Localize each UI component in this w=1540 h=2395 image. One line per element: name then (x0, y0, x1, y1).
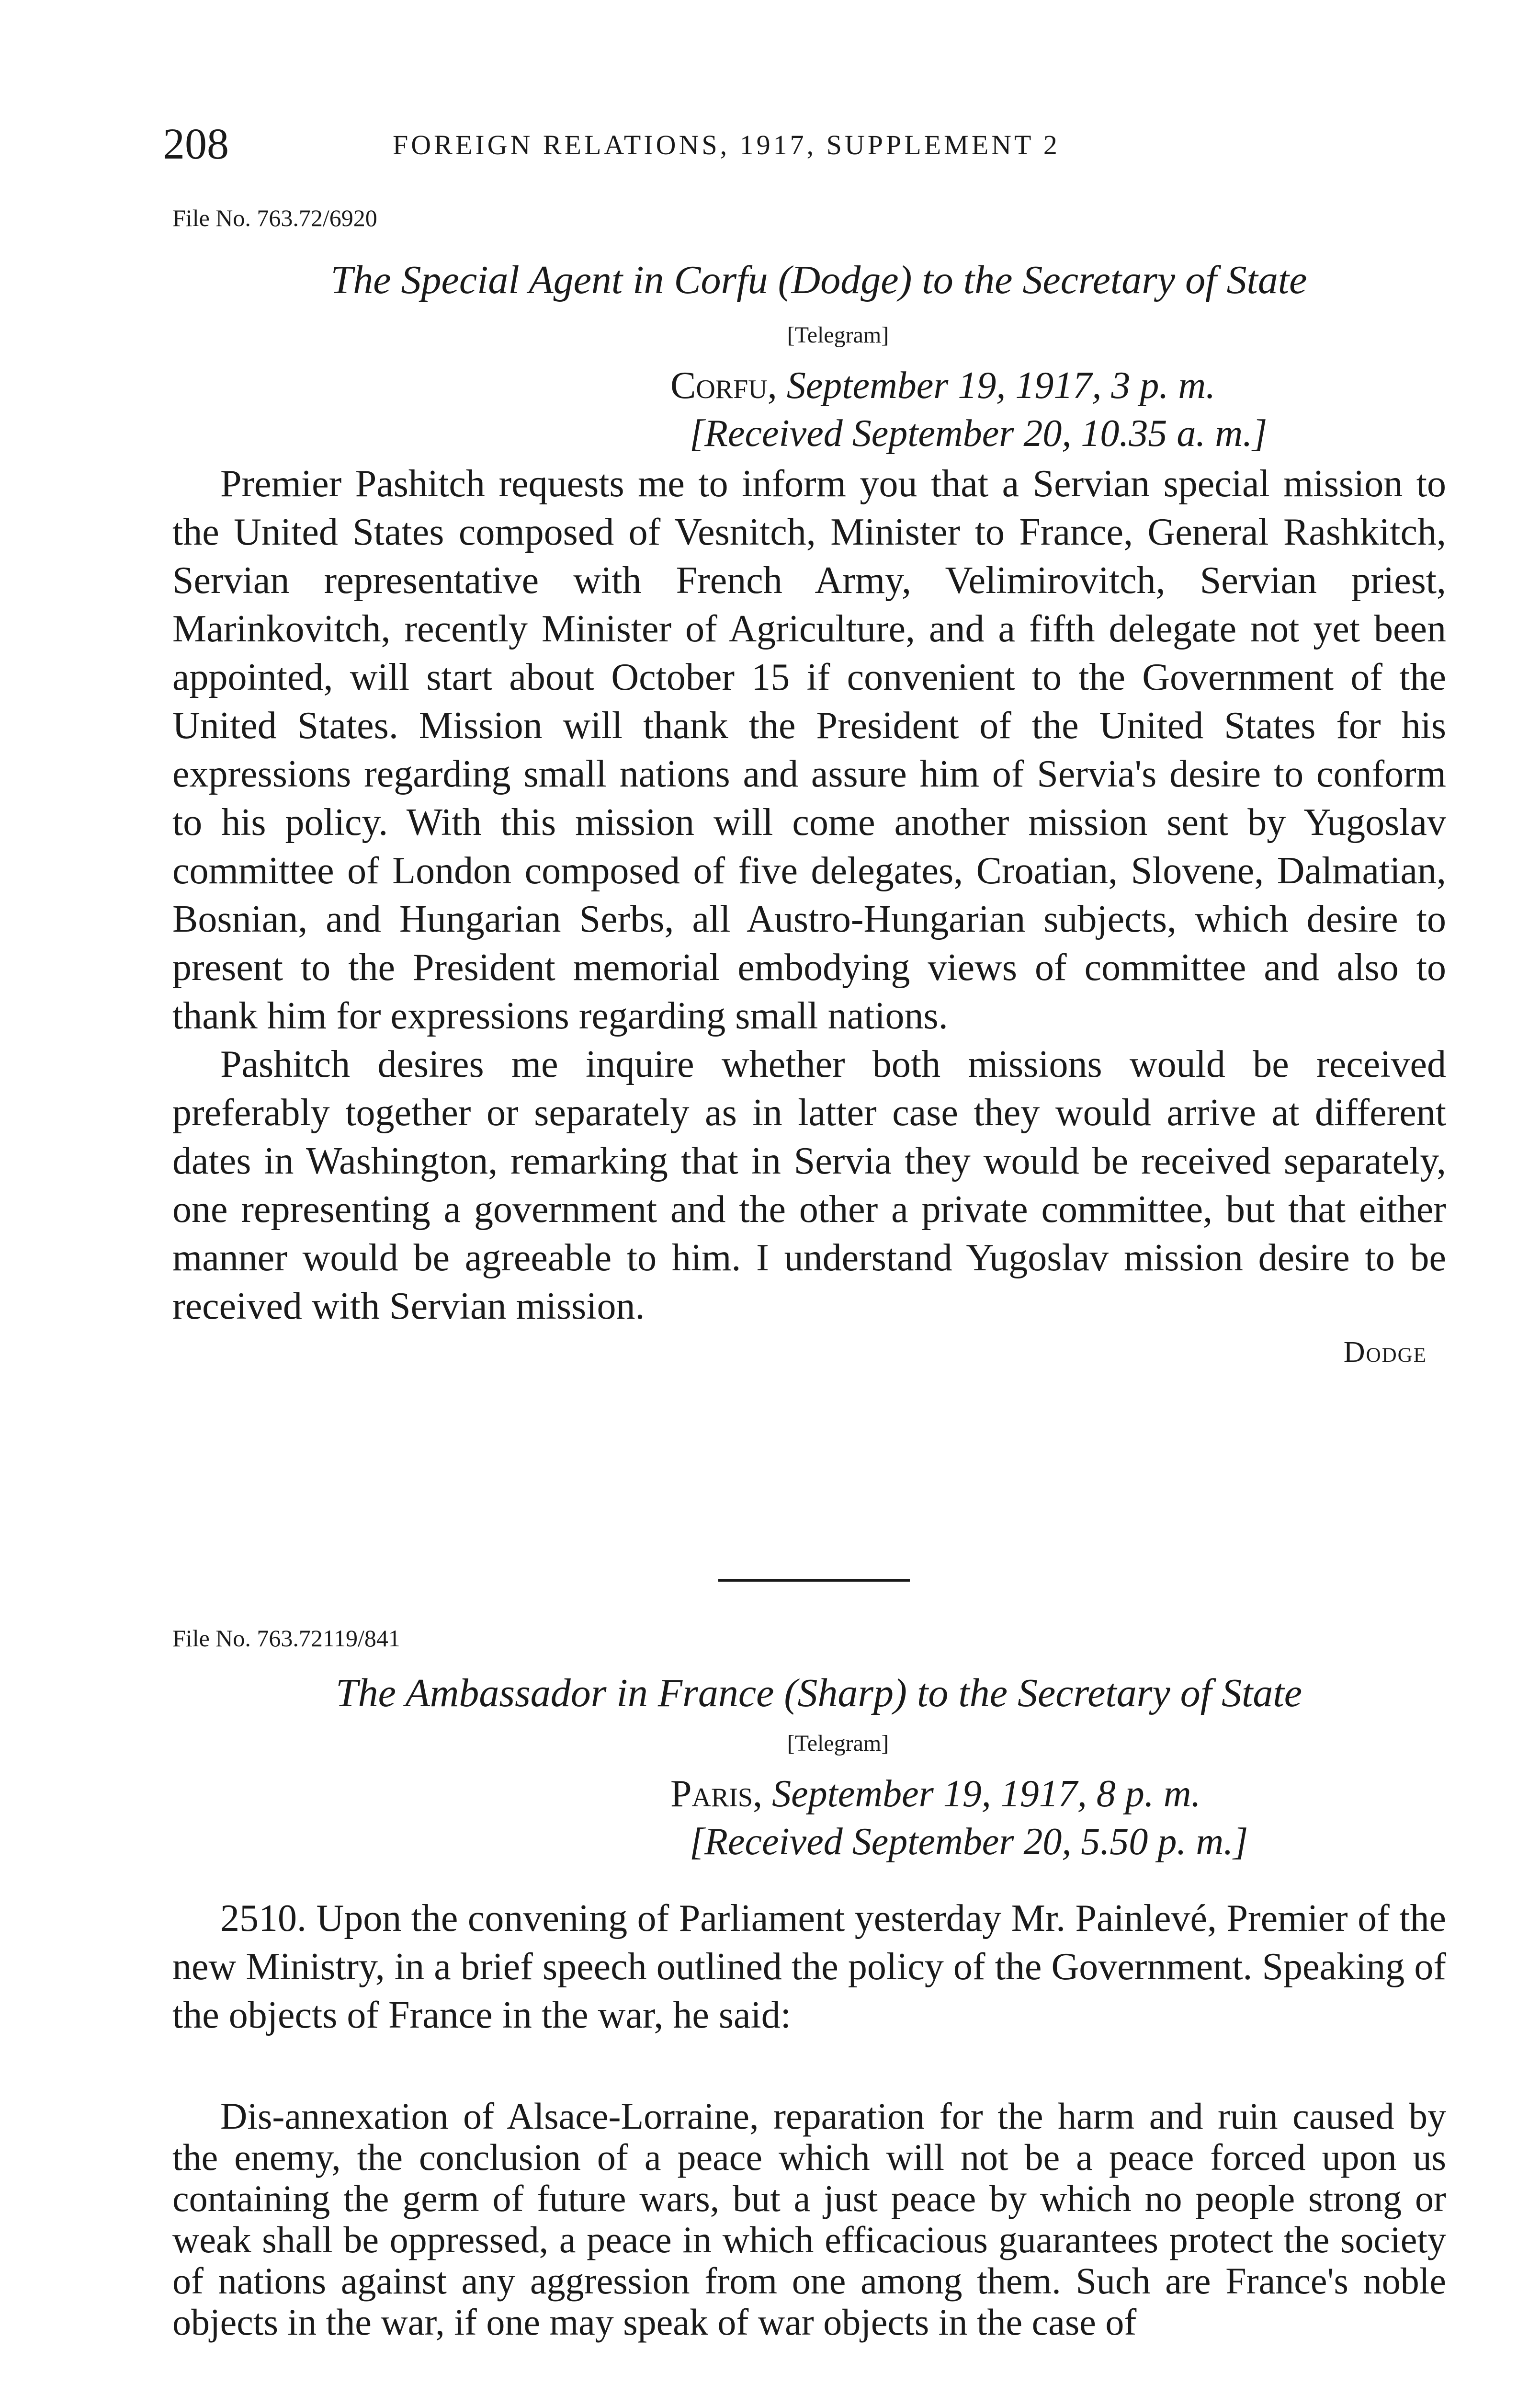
doc1-file-no-block (172, 201, 1446, 235)
doc2-dateline (172, 1770, 1446, 1818)
doc1-title-block (172, 254, 1446, 307)
doc1-paragraph-1: Premier Pashitch requests me to inform you that a Servian special mission to the United States composed of Vesnitch, Minister to France, General Rashkitch, Servian representative with French Army, Velimirovitch, Servian priest, Marinkovitch, recently Minister of Agriculture, and a fifth delegate not yet been appointed, will start about October 15 if convenient to the Government of the United States. Mission will thank the President of the United States for his expressions regarding small nations and assure him of Servia's desire to conform to his policy. With this mission will come another mission sent by Yugoslav committee of London composed of five delegates, Croatian, Slovene, Dalmatian, Bosnian, and Hungarian Serbs, all Austro-Hungarian subjects, which desire to present to the President memorial embodying views of committee and also to thank him for expressions regarding small nations. (172, 463, 1446, 1037)
doc2-telegram-label: [Telegram] (787, 1731, 889, 1756)
doc2-body (172, 1894, 1446, 2040)
section-divider (718, 1579, 910, 1582)
doc2-file-no: File No. 763.72119/841 (172, 1625, 400, 1652)
doc1-file-no: File No. 763.72/6920 (172, 205, 377, 231)
doc1-place: Corfu, (670, 365, 777, 407)
page-number: 208 (163, 119, 229, 168)
doc1-dateline-block (172, 362, 1446, 457)
doc2-telegram-block (172, 1727, 1446, 1760)
doc1-signature: Dodge (1343, 1336, 1427, 1369)
doc2-title: The Ambassador in France (Sharp) to the Secretary of State (335, 1671, 1302, 1715)
doc2-quote-block (172, 2096, 1446, 2343)
doc1-telegram-label: [Telegram] (787, 322, 889, 348)
doc2-received: [Received September 20, 5.50 p. m.] (690, 1821, 1248, 1863)
doc1-body (172, 460, 1446, 1374)
doc1-title: The Special Agent in Corfu (Dodge) to the Secretary of State (330, 258, 1307, 302)
doc1-paragraph-2: Pashitch desires me inquire whether both missions would be received preferably together or separately as in latter case they would arrive at different dates in Washington, remarking that in Servia they would be received separately, one representing a government and the other a private committee, but that either manner would be agreeable to him. I understand Yugoslav mission desire to be received with Servian mission. (172, 1043, 1446, 1327)
doc2-file-no-block (172, 1621, 1446, 1655)
doc1-date: September 19, 1917, 3 p. m. (786, 365, 1216, 407)
doc2-place: Paris, (670, 1773, 763, 1815)
doc2-date: September 19, 1917, 8 p. m. (772, 1773, 1201, 1815)
doc1-received: [Received September 20, 10.35 a. m.] (690, 412, 1268, 455)
doc2-paragraph-1: 2510. Upon the convening of Parliament yesterday Mr. Painlevé, Premier of the new Ministry, in a brief speech outlined the policy of the Government. Speaking of the objects of France in the war, he said: (172, 1897, 1446, 2036)
running-head (163, 115, 1456, 172)
doc2-title-block (172, 1667, 1446, 1720)
doc2-quote: Dis-annexation of Alsace-Lorraine, reparation for the harm and ruin caused by the enemy, the conclusion of a peace which will not be a peace forced upon us containing the germ of future wars, but a just peace by which no people strong or weak shall be oppressed, a peace in which efficacious guarantees protect the society of nations against any aggression from one among them. Such are France's noble objects in the war, if one may speak of war objects in the case of (172, 2095, 1446, 2343)
doc1-telegram-block (172, 319, 1446, 352)
doc2-dateline-block (172, 1770, 1446, 1866)
doc1-dateline (172, 362, 1446, 410)
running-head-title: FOREIGN RELATIONS, 1917, SUPPLEMENT 2 (393, 129, 1060, 160)
